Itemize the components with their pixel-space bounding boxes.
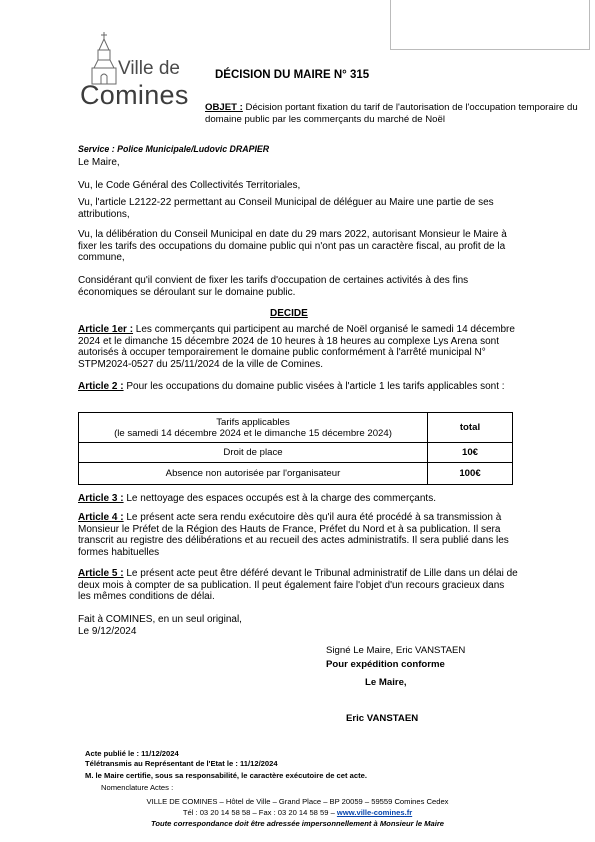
article-1-label: Article 1er : (78, 324, 134, 335)
article-2-text: Pour les occupations du domaine public visées à l'article 1 les tarifs applicables sont : (123, 381, 505, 392)
article-5 (78, 568, 518, 603)
article-2 (78, 381, 518, 393)
article-4-label: Article 4 : (78, 512, 124, 523)
objet-text: Décision portant fixation du tarif de l'autorisation de l'occupation temporaire du domaine public par les commerçants du marché de Noël (205, 102, 578, 125)
table-cell-value: 10€ (428, 443, 513, 463)
footer-publie: Acte publié le : 11/12/2024 (85, 749, 179, 758)
article-5-label: Article 5 : (78, 568, 124, 579)
article-3-text: Le nettoyage des espaces occupés est à la charge des commerçants. (123, 493, 436, 504)
table-header-row (79, 413, 513, 443)
article-1 (78, 324, 518, 370)
footer-tel: Tél : 03 20 14 58 58 – Fax : 03 20 14 58 59 – (182, 808, 337, 817)
article-5-text: Le présent acte peut être déféré devant le Tribunal administratif de Lille dans un délai de deux mois à compter de sa publication. Il peut également faire l'objet d'un recours gracieux dans les mêmes conditions de délai. (78, 568, 518, 603)
document-title: DÉCISION DU MAIRE N° 315 (215, 69, 370, 81)
preamble-vu-deliberation: Vu, la délibération du Conseil Municipal en date du 29 mars 2022, autorisant Monsieur le Maire à fixer les tarifs des occupations du domaine public qui n'ont pas un caractère fiscal, au profit de la commune, (78, 229, 507, 264)
table-header-cell: Tarifs applicables (le samedi 14 décembre 2024 et le dimanche 15 décembre 2024) (79, 413, 428, 443)
article-2-label: Article 2 : (78, 381, 124, 392)
signature-signed: Signé Le Maire, Eric VANSTAEN (326, 645, 466, 656)
objet-block (205, 102, 580, 125)
objet-label: OBJET : (205, 102, 243, 113)
footer-nomenclature: Nomenclature Actes : (101, 783, 174, 792)
footer-correspondance: Toute correspondance doit être adressée impersonnellement à Monsieur le Maire (150, 819, 444, 828)
article-1-text: Les commerçants qui participent au marché de Noël organisé le samedi 14 décembre 2024 et le dimanche 15 décembre 2024 de 10 heures à 18 heures au complexe Lys Arena sont autorisés à occuper temporairement le domaine public conformément à l'arrêté municipal N° STPM2024-0527 du 25/11/2024 de la ville de Comines. (78, 324, 515, 370)
closing-date: Le 9/12/2024 (78, 626, 137, 637)
preamble-le-maire: Le Maire, (78, 157, 120, 168)
closing-place: Fait à COMINES, en un seul original, (78, 614, 242, 625)
signature-expedition: Pour expédition conforme (326, 659, 445, 670)
logo-text-comines: Comines (80, 80, 189, 110)
article-3-label: Article 3 : (78, 493, 124, 504)
table-row (79, 443, 513, 463)
preamble-vu-cgct: Vu, le Code Général des Collectivités Territoriales, (78, 180, 301, 191)
footer-certifie: M. le Maire certifie, sous sa responsabilité, le caractère exécutoire de cet acte. (85, 771, 367, 780)
article-3 (78, 493, 518, 505)
signature-name: Eric VANSTAEN (346, 713, 419, 724)
table-header-total: total (428, 413, 513, 443)
decide-heading: DECIDE (270, 308, 308, 319)
preamble-vu-l2122: Vu, l'article L2122-22 permettant au Conseil Municipal de déléguer au Maire une partie de ses attributions, (78, 197, 494, 220)
table-cell-value: 100€ (428, 463, 513, 485)
tarifs-table (78, 412, 513, 485)
article-4-text: Le présent acte sera rendu exécutoire dès qu'il aura été procédé à sa transmission à Monsieur le Préfet de la Région des Hauts de France, Préfet du Nord et à sa publication. Il sera transcrit au registre des délibérations et au recueil des actes administratifs. Il sera publié dans les formes habituelles (78, 512, 509, 558)
service-line: Service : Police Municipale/Ludovic DRAPIER (78, 144, 270, 154)
signature-maire: Le Maire, (365, 677, 407, 688)
article-4 (78, 512, 518, 558)
preamble-considerant: Considérant qu'il convient de fixer les tarifs d'occupation de certaines activités à des fins économiques se déroulant sur le domaine public. (78, 275, 469, 298)
top-right-box (390, 0, 590, 50)
logo-text-ville: Ville de (118, 58, 180, 79)
table-cell-label: Droit de place (79, 443, 428, 463)
table-row (79, 463, 513, 485)
footer-teletransmis: Télétransmis au Représentant de l'Etat le : 11/12/2024 (85, 759, 278, 768)
footer-contact (0, 808, 595, 817)
footer-address: VILLE DE COMINES – Hôtel de Ville – Grand Place – BP 20059 – 59559 Comines Cedex (146, 797, 449, 806)
table-cell-label: Absence non autorisée par l'organisateur (79, 463, 428, 485)
website-link[interactable]: www.ville-comines.fr (336, 808, 413, 817)
